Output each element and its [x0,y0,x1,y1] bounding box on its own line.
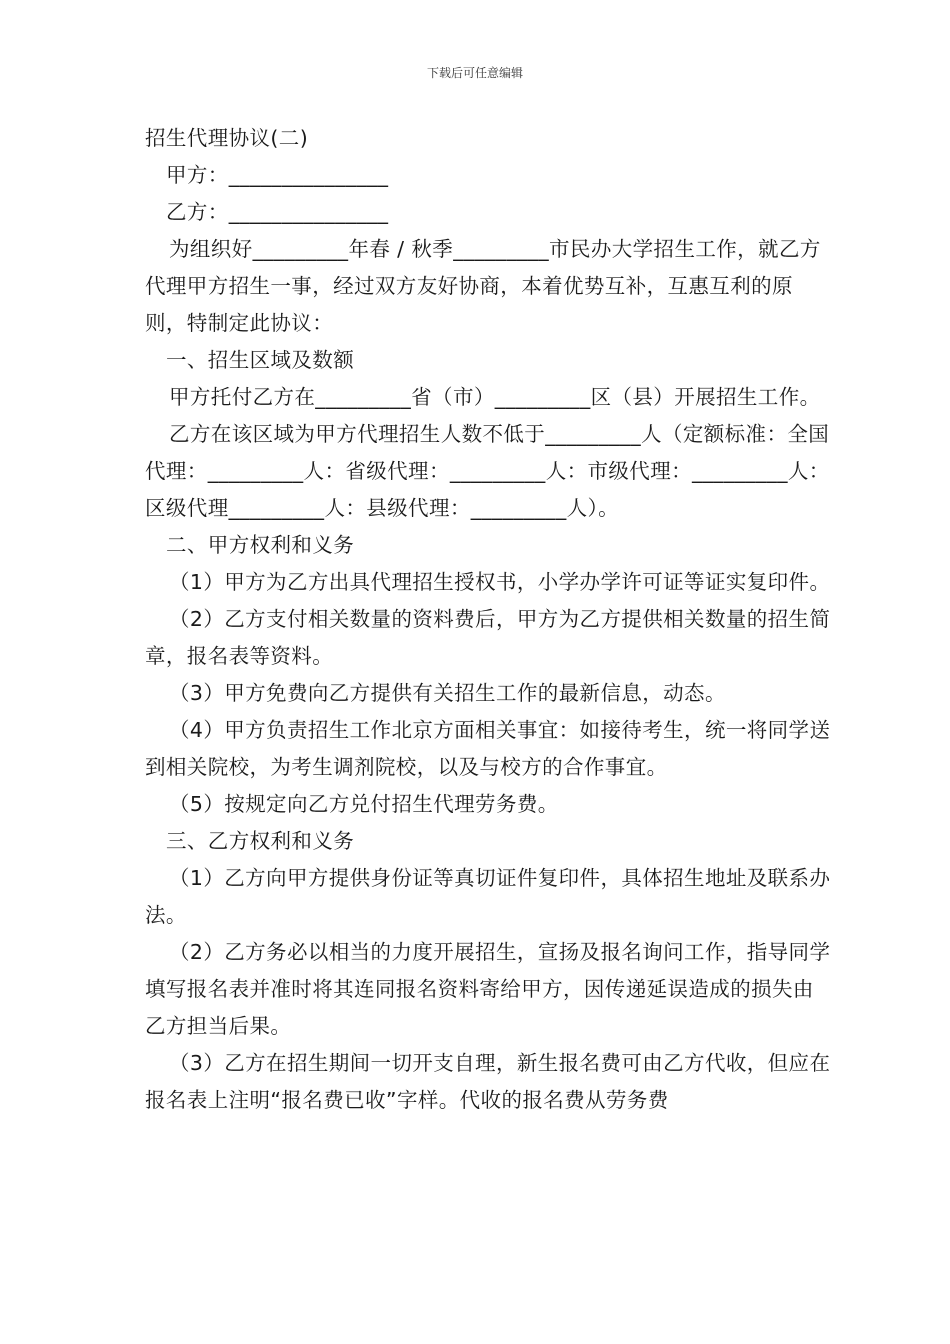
region-paragraph: 甲方托付乙方在_________省（市）_________区（县）开展招生工作。 [169,385,821,409]
party-a-clause-1: （1）甲方为乙方出具代理招生授权书，小学办学许可证等证实复印件。 [169,570,831,594]
party-a-clause-4: （4）甲方负责招生工作北京方面相关事宜：如接待考生，统一将同学送到相关院校，为考生调剂院校，以及与校方的合作事宜。 [145,718,831,779]
document-body [145,120,833,1119]
section-heading-3: 三、乙方权利和义务 [166,829,355,853]
party-b-line: 乙方：_______________ [166,200,389,224]
preamble-paragraph: 为组织好_________年春 / 秋季_________市民办大学招生工作，就乙方代理甲方招生一事，经过双方友好协商，本着优势互补，互惠互利的原则，特制定此协议： [145,237,821,335]
party-a-clause-2: （2）乙方支付相关数量的资料费后，甲方为乙方提供相关数量的招生简章，报名表等资料。 [145,607,831,668]
party-b-clause-3: （3）乙方在招生期间一切开支自理，新生报名费可由乙方代收，但应在报名表上注明“报名费已收”字样。代收的报名费从劳务费 [145,1051,831,1112]
party-b-clause-1: （1）乙方向甲方提供身份证等真切证件复印件，具体招生地址及联系办法。 [145,866,831,927]
party-b-clause-2: （2）乙方务必以相当的力度开展招生，宣扬及报名询问工作，指导同学填写报名表并准时将其连同报名资料寄给甲方，因传递延误造成的损失由乙方担当后果。 [145,940,831,1038]
quota-paragraph: 乙方在该区域为甲方代理招生人数不低于_________人（定额标准：全国代理：_________人：省级代理：_________人：市级代理：_________人：区级代理_________人：县级代理：_________人）。 [145,422,830,520]
party-a-clause-3: （3）甲方免费向乙方提供有关招生工作的最新信息，动态。 [169,681,726,705]
document-title: 招生代理协议(二) [145,126,309,150]
party-a-clause-5: （5）按规定向乙方兑付招生代理劳务费。 [169,792,559,816]
section-heading-1: 一、招生区域及数额 [166,348,355,372]
page-header: 下载后可任意编辑 [426,66,523,80]
section-heading-2: 二、甲方权利和义务 [166,533,355,557]
party-a-line: 甲方：_______________ [166,163,389,187]
